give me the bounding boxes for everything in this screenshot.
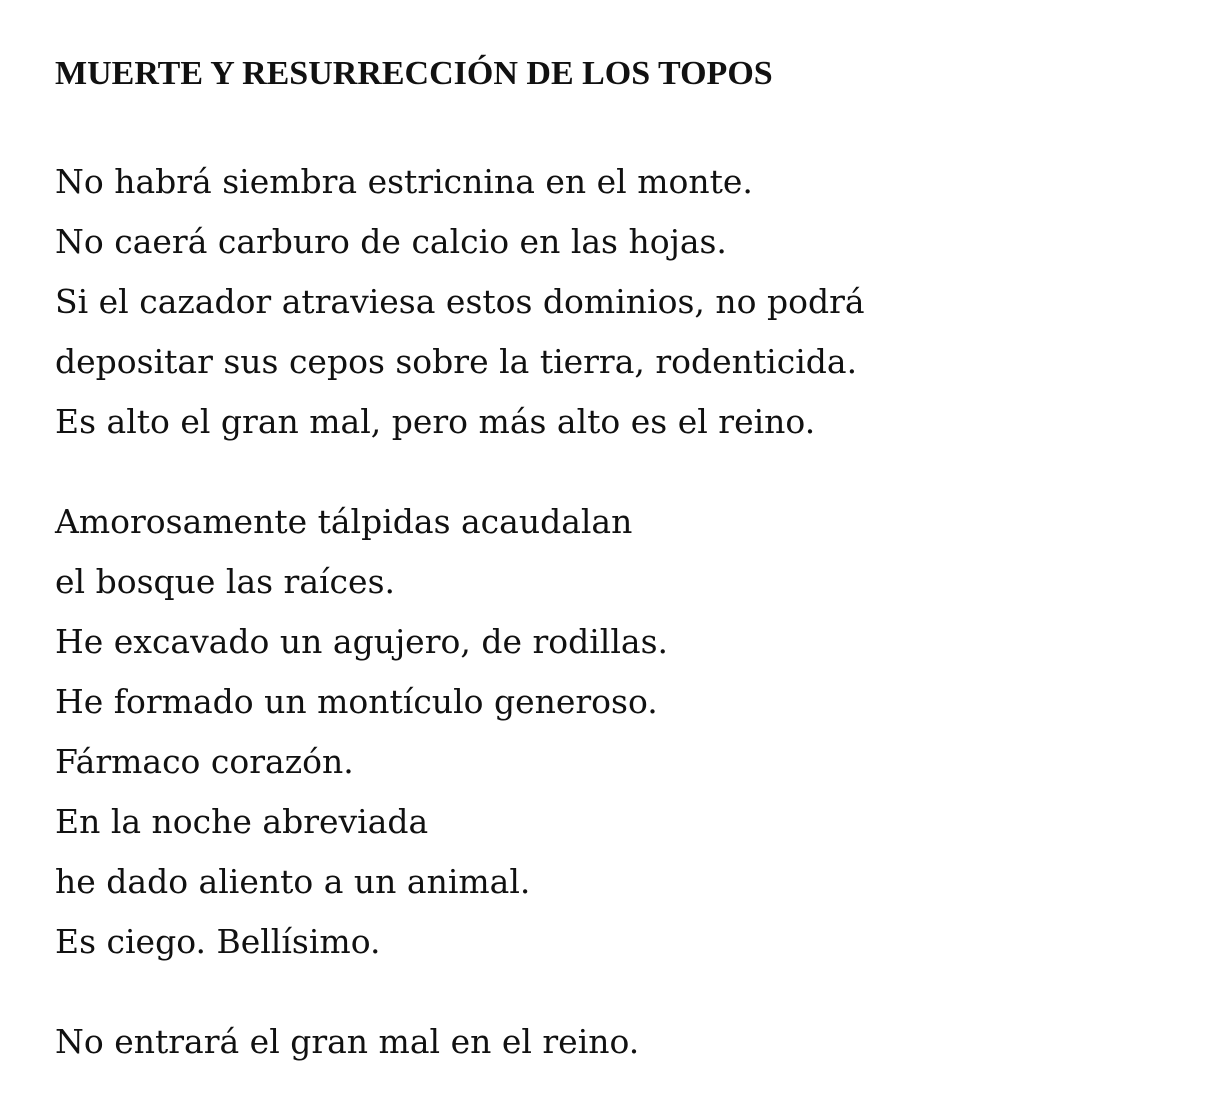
verse-line: No habrá siembra estricnina en el monte. (55, 162, 753, 201)
verse-line: No entrará el gran mal en el reino. (55, 1022, 640, 1061)
stanza-3 (55, 1012, 1175, 1072)
verse-line: Es alto el gran mal, pero más alto es el reino. (55, 402, 816, 441)
verse-line: Si el cazador atraviesa estos dominios, no podrá (55, 282, 865, 321)
poem-title: MUERTE Y RESURRECCIÓN DE LOS TOPOS (55, 55, 773, 92)
verse-line: Es ciego. Bellísimo. (55, 922, 381, 961)
verse-line: He formado un montículo generoso. (55, 682, 658, 721)
verse-line: No caerá carburo de calcio en las hojas. (55, 222, 727, 261)
verse-line: En la noche abreviada (55, 802, 429, 841)
verse-line: depositar sus cepos sobre la tierra, rodenticida. (55, 342, 858, 381)
verse-line: el bosque las raíces. (55, 562, 395, 601)
verse-line: he dado aliento a un animal. (55, 862, 531, 901)
verse-line: He excavado un agujero, de rodillas. (55, 622, 668, 661)
verse-line: Amorosamente tálpidas acaudalan (55, 502, 633, 541)
verse-line: Fármaco corazón. (55, 742, 354, 781)
poem (55, 52, 1175, 1072)
stanza-1 (55, 152, 1175, 452)
stanza-2 (55, 492, 1175, 972)
